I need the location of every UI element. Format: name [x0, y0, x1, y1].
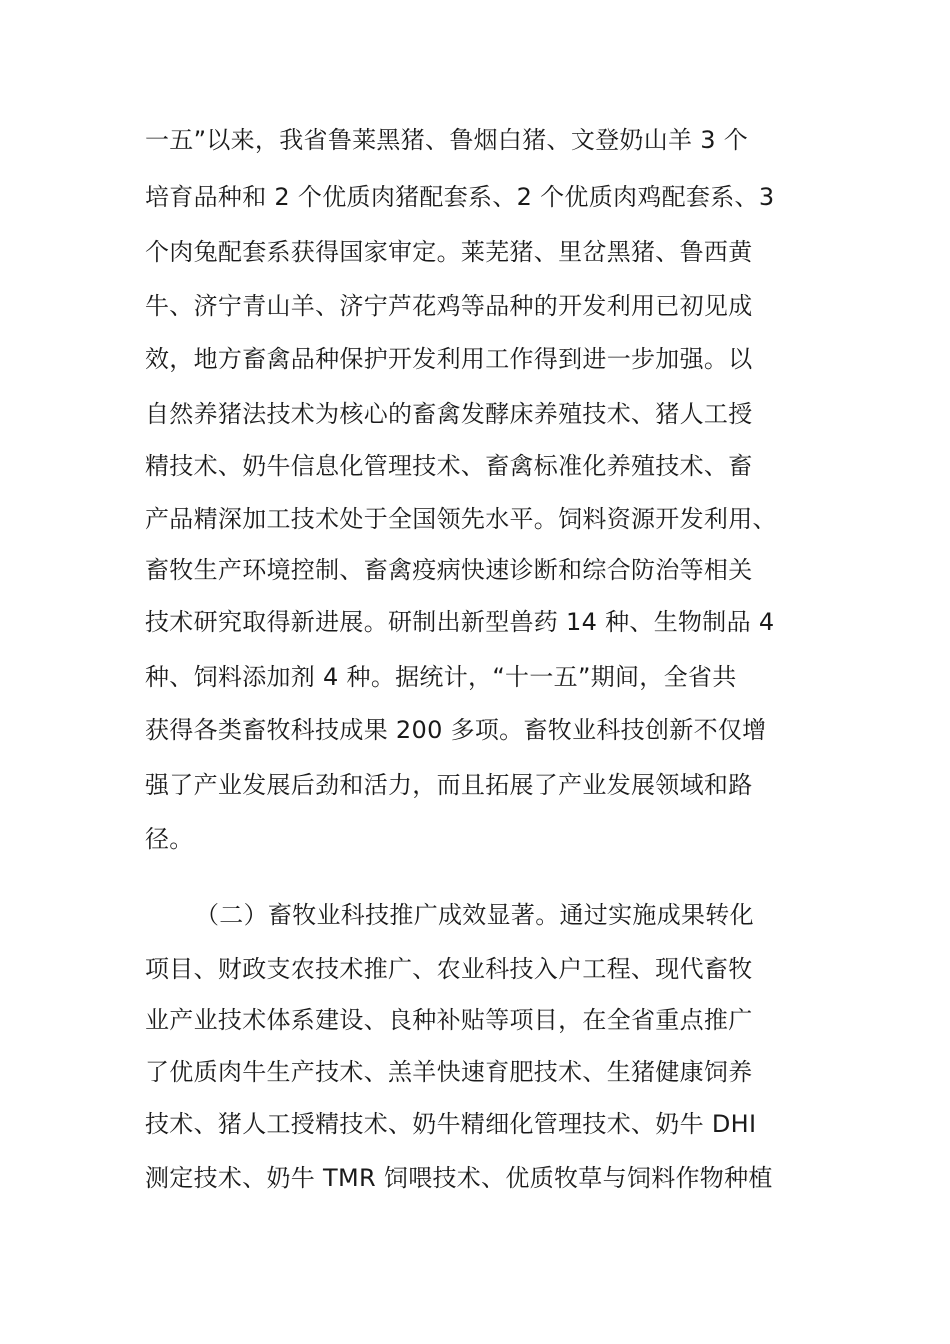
text-line: 种、饲料添加剂 4 种。据统计，“十一五”期间，全省共 [145, 663, 737, 691]
text-line: 一五”以来，我省鲁莱黑猪、鲁烟白猪、文登奶山羊 3 个 [145, 126, 749, 154]
text-line: 测定技术、奶牛 TMR 饲喂技术、优质牧草与饲料作物种植 [145, 1164, 773, 1192]
text-line: 径。 [145, 825, 194, 853]
text-line: 获得各类畜牧科技成果 200 多项。畜牧业科技创新不仅增 [145, 716, 767, 744]
text-line: 产品精深加工技术处于全国领先水平。饲料资源开发利用、 [145, 505, 777, 533]
text-line: 个肉兔配套系获得国家审定。莱芜猪、里岔黑猪、鲁西黄 [145, 238, 753, 266]
text-line: 效，地方畜禽品种保护开发利用工作得到进一步加强。以 [145, 345, 753, 373]
text-line: 技术研究取得新进展。研制出新型兽药 14 种、生物制品 4 [145, 608, 775, 636]
text-line: 技术、猪人工授精技术、奶牛精细化管理技术、奶牛 DHI [145, 1110, 757, 1138]
text-line: 业产业技术体系建设、良种补贴等项目，在全省重点推广 [145, 1006, 753, 1034]
text-line: 了优质肉牛生产技术、羔羊快速育肥技术、生猪健康饲养 [145, 1058, 753, 1086]
text-line: 精技术、奶牛信息化管理技术、畜禽标准化养殖技术、畜 [145, 452, 753, 480]
text-line: 牛、济宁青山羊、济宁芦花鸡等品种的开发利用已初见成 [145, 292, 753, 320]
text-line: 培育品种和 2 个优质肉猪配套系、2 个优质肉鸡配套系、3 [145, 183, 775, 211]
text-line: 畜牧生产环境控制、畜禽疫病快速诊断和综合防治等相关 [145, 556, 753, 584]
text-line: 自然养猪法技术为核心的畜禽发酵床养殖技术、猪人工授 [145, 400, 753, 428]
text-line: （二）畜牧业科技推广成效显著。通过实施成果转化 [195, 901, 754, 929]
text-line: 项目、财政支农技术推广、农业科技入户工程、现代畜牧 [145, 955, 753, 983]
text-line: 强了产业发展后劲和活力，而且拓展了产业发展领域和路 [145, 771, 753, 799]
